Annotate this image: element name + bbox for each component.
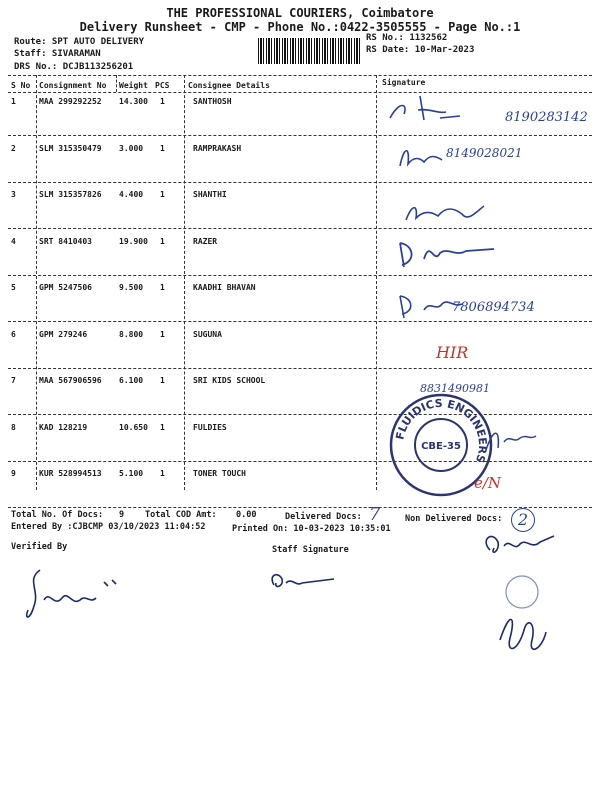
- delivered-label: Delivered Docs:: [285, 512, 362, 522]
- row-pcs: 1: [160, 330, 165, 339]
- cod-label: Total COD Amt:: [145, 510, 217, 520]
- row1-phone: 8190283142: [505, 110, 588, 125]
- row-weight: 8.800: [119, 330, 144, 339]
- row3-signature-mark: [402, 198, 492, 228]
- company-title: THE PROFESSIONAL COURIERS, Coimbatore: [166, 6, 434, 20]
- column-divider: [116, 75, 117, 92]
- non-delivered-label: Non Delivered Docs:: [405, 514, 503, 524]
- row-consignee: FULDIES: [193, 423, 227, 432]
- row-consignment: MAA 567906596: [39, 376, 102, 385]
- receiver-signature: [470, 520, 570, 670]
- row4-signature-mark: [394, 235, 504, 275]
- row-sno: 8: [11, 423, 16, 432]
- runsheet-subtitle: Delivery Runsheet - CMP - Phone No.:0422-3505555 - Page No.:1: [79, 20, 521, 34]
- row-pcs: 1: [160, 423, 165, 432]
- row-divider: [8, 275, 592, 276]
- row-consignment: SRT 8410403: [39, 237, 92, 246]
- row-divider: [8, 461, 592, 462]
- col-consignment: Consignment No: [39, 81, 107, 90]
- drs-number: DRS No.: DCJB113256201: [14, 62, 134, 72]
- col-sno: S No: [11, 81, 31, 90]
- row-consignee: SANTHOSH: [193, 97, 232, 106]
- barcode: [258, 38, 362, 64]
- row1-signature-mark: [380, 90, 500, 130]
- col-consignee: Consignee Details: [188, 81, 270, 90]
- row-sno: 5: [11, 283, 16, 292]
- row-pcs: 1: [160, 144, 165, 153]
- row-divider: [8, 135, 592, 136]
- row-weight: 9.500: [119, 283, 144, 292]
- row5-phone: 7806894734: [452, 300, 535, 315]
- table-header-rule: [8, 92, 592, 93]
- row-pcs: 1: [160, 283, 165, 292]
- staff-signature: [264, 565, 344, 595]
- row-consignee: KAADHI BHAVAN: [193, 283, 256, 292]
- row-consignment: KUR 528994513: [39, 469, 102, 478]
- col-pcs: PCS: [155, 81, 170, 90]
- col-signature: Signature: [382, 78, 426, 87]
- total-docs-value: 9: [119, 510, 125, 520]
- col-weight: Weight: [119, 81, 148, 90]
- row2-phone: 8149028021: [446, 146, 523, 160]
- row-pcs: 1: [160, 469, 165, 478]
- row-consignee: RAMPRAKASH: [193, 144, 242, 153]
- row-divider: [8, 321, 592, 322]
- row-consignment: MAA 299292252: [39, 97, 102, 106]
- rs-date: RS Date: 10-Mar-2023: [366, 45, 475, 55]
- row-pcs: 1: [160, 97, 165, 106]
- entered-by: Entered By :CJBCMP 03/10/2023 11:04:52: [11, 522, 206, 532]
- row-consignment: SLM 315350479: [39, 144, 102, 153]
- row-consignee: SUGUNA: [193, 330, 222, 339]
- column-divider: [36, 75, 37, 490]
- row-divider: [8, 507, 592, 508]
- row-weight: 6.100: [119, 376, 144, 385]
- staff-label: Staff: SIVARAMAN: [14, 49, 101, 59]
- delivered-count: 7: [369, 504, 381, 525]
- row-weight: 14.300: [119, 97, 148, 106]
- row-divider: [8, 414, 592, 415]
- non-delivered-count: 2: [511, 508, 535, 532]
- row-consignee: RAZER: [193, 237, 218, 246]
- row-consignment: GPM 279246: [39, 330, 88, 339]
- table-top-rule: [8, 75, 592, 76]
- row-pcs: 1: [160, 376, 165, 385]
- row6-note: HIR: [436, 343, 469, 362]
- row-sno: 3: [11, 190, 16, 199]
- row7-phone: 8831490981: [420, 382, 490, 395]
- column-divider: [184, 75, 185, 490]
- rs-number: RS No.: 1132562: [366, 33, 448, 43]
- verifier-signature: [20, 560, 130, 630]
- cod-value: 0.00: [236, 510, 257, 520]
- route-label: Route: SPT AUTO DELIVERY: [14, 37, 145, 47]
- stamp-center-text: CBE-35: [421, 441, 461, 452]
- printed-on: Printed On: 10-03-2023 10:35:01: [232, 524, 391, 534]
- row-sno: 2: [11, 144, 16, 153]
- row-sno: 9: [11, 469, 16, 478]
- column-divider: [376, 75, 377, 490]
- row-divider: [8, 182, 592, 183]
- row-consignee: SRI KIDS SCHOOL: [193, 376, 266, 385]
- row-divider: [8, 368, 592, 369]
- row-divider: [8, 228, 592, 229]
- row-weight: 19.900: [119, 237, 148, 246]
- row-consignee: SHANTHI: [193, 190, 227, 199]
- row-sno: 4: [11, 237, 16, 246]
- row-consignee: TONER TOUCH: [193, 469, 246, 478]
- row-weight: 4.400: [119, 190, 144, 199]
- row-pcs: 1: [160, 190, 165, 199]
- row-weight: 5.100: [119, 469, 144, 478]
- row-sno: 6: [11, 330, 16, 339]
- row-consignment: SLM 315357826: [39, 190, 102, 199]
- row-consignment: GPM 5247506: [39, 283, 92, 292]
- row-pcs: 1: [160, 237, 165, 246]
- stamp-ring-text: FLUIDICS ENGINEERS: [393, 396, 490, 465]
- row-weight: 10.650: [119, 423, 148, 432]
- staff-signature-label: Staff Signature: [272, 545, 349, 555]
- row-sno: 7: [11, 376, 16, 385]
- row-consignment: KAD 128219: [39, 423, 88, 432]
- row-weight: 3.000: [119, 144, 144, 153]
- total-docs-label: Total No. Of Docs:: [11, 510, 104, 520]
- verified-by-label: Verified By: [11, 542, 68, 552]
- row8-signature-mark: [480, 420, 540, 460]
- row9-note: e/N: [474, 474, 502, 492]
- row-sno: 1: [11, 97, 16, 106]
